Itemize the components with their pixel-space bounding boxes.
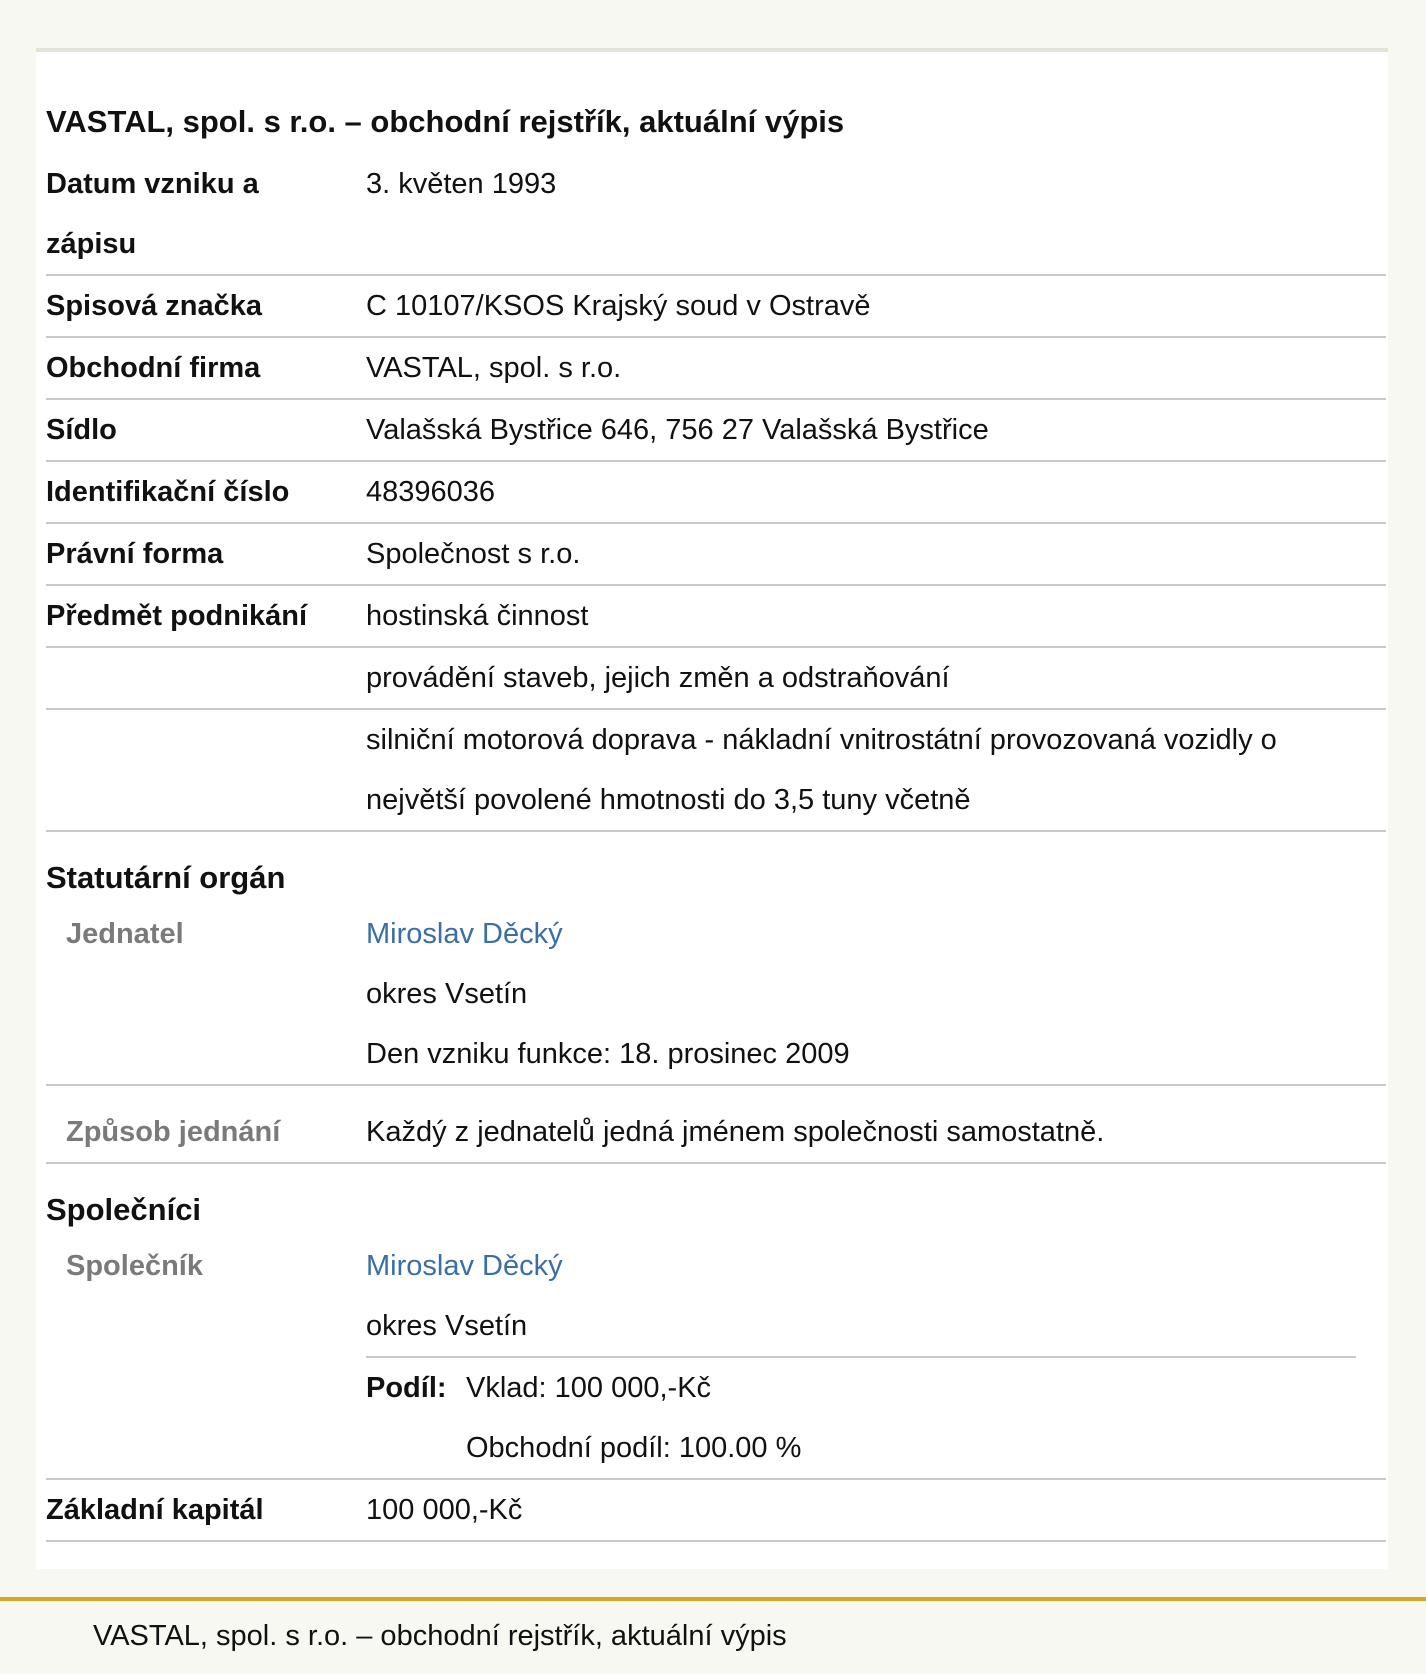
page-title: VASTAL, spol. s r.o. – obchodní rejstřík, aktuální výpis (46, 104, 845, 139)
row-business-activity-2 (46, 648, 1386, 710)
row-label (46, 710, 366, 830)
partners-heading: Společníci (46, 1192, 202, 1227)
executive-name-link[interactable]: Miroslav Děcký (366, 918, 563, 950)
share-label: Podíl: (366, 1372, 447, 1404)
register-card (36, 48, 1388, 1569)
row-partner (46, 1236, 1386, 1480)
share-percentage: Obchodní podíl: 100.00 % (466, 1432, 802, 1464)
executive-details (366, 904, 1386, 1084)
manner-value: Každý z jednatelů jedná jménem společnosti samostatně. (366, 1116, 1105, 1148)
row-manner-of-acting (46, 1086, 1386, 1164)
capital-label: Základní kapitál (46, 1494, 264, 1526)
row-value: provádění staveb, jejich změn a odstraňování (366, 662, 950, 694)
partner-share (366, 1356, 1356, 1478)
manner-label: Způsob jednání (66, 1116, 281, 1148)
row-founding-date (46, 154, 1386, 276)
executive-since: Den vzniku funkce: 18. prosinec 2009 (366, 1038, 850, 1070)
row-value: Společnost s r.o. (366, 538, 581, 570)
row-value: VASTAL, spol. s r.o. (366, 352, 622, 384)
partner-label: Společník (66, 1250, 203, 1282)
row-seat (46, 400, 1386, 462)
row-id-number (46, 462, 1386, 524)
row-label: Předmět podnikání (46, 600, 308, 632)
row-value: Valašská Bystřice 646, 756 27 Valašská Bystřice (366, 414, 989, 446)
executive-district: okres Vsetín (366, 978, 528, 1010)
row-value: 3. květen 1993 (366, 168, 557, 200)
row-value: silniční motorová doprava - nákladní vnitrostátní provozovaná vozidly o největší povolené hmotnosti do 3,5 tuny včetně (366, 724, 1277, 816)
share-values (466, 1358, 801, 1478)
partner-district: okres Vsetín (366, 1310, 528, 1342)
partner-name-link[interactable]: Miroslav Děcký (366, 1250, 563, 1282)
row-label: Sídlo (46, 414, 117, 446)
row-registered-capital (46, 1480, 1386, 1542)
row-label: Právní forma (46, 538, 224, 570)
row-value: 48396036 (366, 476, 496, 508)
row-executive (46, 904, 1386, 1086)
row-label (46, 648, 366, 708)
row-label: Obchodní firma (46, 352, 261, 384)
footer-caption: VASTAL, spol. s r.o. – obchodní rejstřík, aktuální výpis (93, 1620, 787, 1652)
partner-details (366, 1236, 1386, 1478)
row-value: C 10107/KSOS Krajský soud v Ostravě (366, 290, 871, 322)
statutory-heading: Statutární orgán (46, 860, 286, 895)
share-deposit: Vklad: 100 000,-Kč (466, 1372, 712, 1404)
row-legal-form (46, 524, 1386, 586)
row-business-name (46, 338, 1386, 400)
row-business-activity-3 (46, 710, 1386, 832)
capital-value: 100 000,-Kč (366, 1494, 523, 1526)
footer-bar (0, 1597, 1426, 1674)
row-label: Spisová značka (46, 290, 262, 322)
row-label: Identifikační číslo (46, 476, 290, 508)
row-value: hostinská činnost (366, 600, 589, 632)
register-content (46, 104, 1386, 1542)
executive-label: Jednatel (66, 918, 184, 950)
row-label: Datum vzniku a zápisu (46, 168, 259, 260)
row-business-activity (46, 586, 1386, 648)
row-file-number (46, 276, 1386, 338)
